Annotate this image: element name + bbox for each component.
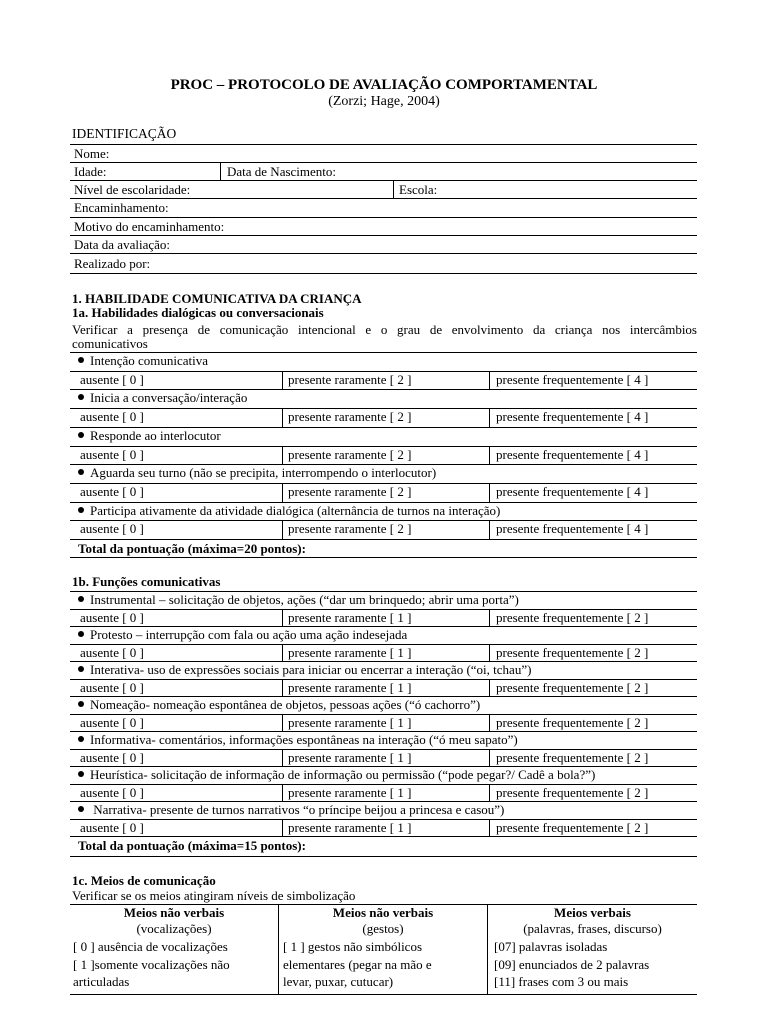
- section-1c-description: Verificar se os meios atingiram níveis de simbolização: [72, 888, 356, 903]
- option-rare[interactable]: presente raramente [ 1 ]: [288, 749, 412, 765]
- col2-option-1-cont2: levar, puxar, cutucar): [283, 974, 394, 989]
- criterion-label: [78, 390, 247, 405]
- document-subtitle: (Zorzi; Hage, 2004): [328, 94, 440, 109]
- bullet-icon: [78, 432, 84, 438]
- option-frequent[interactable]: presente frequentemente [ 2 ]: [496, 679, 649, 695]
- criterion-label: [78, 662, 531, 677]
- document-title: PROC – PROTOCOLO DE AVALIAÇÃO COMPORTAMENTAL: [170, 77, 598, 93]
- name-label: Nome:: [74, 146, 110, 161]
- criterion-label: [78, 592, 519, 607]
- criterion-label: [78, 353, 208, 368]
- col2-subtitle: (gestos): [362, 921, 404, 936]
- criterion-label: [78, 465, 436, 480]
- option-rare[interactable]: presente raramente [ 1 ]: [288, 679, 412, 695]
- criterion-text: Intenção comunicativa: [90, 353, 209, 368]
- criterion-label: [78, 802, 504, 817]
- option-frequent[interactable]: presente frequentemente [ 2 ]: [496, 644, 649, 660]
- divider: [70, 273, 697, 274]
- criterion-text: Responde ao interlocutor: [90, 427, 221, 443]
- option-absent[interactable]: ausente [ 0 ]: [80, 819, 144, 835]
- option-absent[interactable]: ausente [ 0 ]: [80, 409, 144, 425]
- option-frequent[interactable]: presente frequentemente [ 4 ]: [496, 483, 649, 499]
- col1-option-2-cont: articuladas: [73, 974, 130, 989]
- option-rare[interactable]: presente raramente [ 2 ]: [288, 483, 412, 499]
- bullet-icon: [78, 357, 84, 363]
- performed-by-label: Realizado por:: [74, 256, 151, 271]
- option-rare[interactable]: presente raramente [ 1 ]: [288, 819, 412, 835]
- bullet-icon: [78, 701, 84, 707]
- divider: [489, 446, 490, 465]
- col3-option-3: [11] frases com 3 ou mais: [494, 974, 629, 989]
- age-label: Idade:: [74, 164, 107, 179]
- col1-option-1: [ 0 ] ausência de vocalizações: [73, 939, 228, 954]
- option-rare[interactable]: presente raramente [ 1 ]: [288, 784, 412, 800]
- criterion-label: [78, 732, 518, 747]
- bullet-icon: [78, 469, 84, 475]
- divider: [70, 539, 697, 540]
- option-rare[interactable]: presente raramente [ 2 ]: [288, 371, 412, 387]
- criterion-text: Interativa- uso de expressões sociais para iniciar ou encerrar a interação (“oi, tchau”): [90, 662, 532, 677]
- divider: [489, 749, 490, 767]
- col3-option-1: [07] palavras isoladas: [494, 939, 608, 954]
- option-frequent[interactable]: presente frequentemente [ 2 ]: [496, 609, 649, 625]
- col2-option-1: [ 1 ] gestos não simbólicos: [283, 939, 423, 954]
- col3-subtitle: (palavras, frases, discurso): [523, 921, 662, 936]
- divider: [70, 162, 697, 163]
- criterion-label: [78, 767, 595, 782]
- section-1c-heading: 1c. Meios de comunicação: [72, 873, 216, 888]
- option-absent[interactable]: ausente [ 0 ]: [80, 784, 144, 800]
- option-rare[interactable]: presente raramente [ 2 ]: [288, 446, 412, 462]
- divider: [489, 520, 490, 539]
- bullet-icon: [78, 806, 84, 812]
- bullet-icon: [78, 394, 84, 400]
- option-frequent[interactable]: presente frequentemente [ 4 ]: [496, 409, 649, 425]
- divider: [70, 253, 697, 254]
- col2-title: Meios não verbais: [332, 905, 434, 920]
- option-frequent[interactable]: presente frequentemente [ 4 ]: [496, 521, 649, 537]
- option-absent[interactable]: ausente [ 0 ]: [80, 609, 144, 625]
- divider: [70, 217, 697, 218]
- criterion-label: [78, 697, 480, 712]
- section-1a-heading: 1a. Habilidades dialógicas ou conversacionais: [72, 305, 324, 320]
- criterion-label: [78, 428, 221, 443]
- criterion-label: [78, 503, 500, 518]
- section-1b-heading: 1b. Funções comunicativas: [72, 574, 221, 589]
- option-absent[interactable]: ausente [ 0 ]: [80, 644, 144, 660]
- divider: [70, 198, 697, 199]
- divider: [489, 714, 490, 732]
- divider: [70, 836, 697, 837]
- option-frequent[interactable]: presente frequentemente [ 2 ]: [496, 819, 649, 835]
- col1-title: Meios não verbais: [123, 905, 225, 920]
- option-absent[interactable]: ausente [ 0 ]: [80, 521, 144, 537]
- criterion-text: Participa ativamente da atividade dialógica (alternância de turnos na interação): [90, 502, 501, 518]
- option-frequent[interactable]: presente frequentemente [ 2 ]: [496, 784, 649, 800]
- divider: [282, 784, 283, 802]
- col1-subtitle: (vocalizações): [136, 921, 212, 936]
- divider: [282, 483, 283, 502]
- divider: [282, 714, 283, 732]
- col3-title: Meios verbais: [554, 905, 631, 920]
- divider: [282, 609, 283, 627]
- col1-option-2: [ 1 ]somente vocalizações não: [73, 957, 230, 972]
- criterion-text: Heurística- solicitação de informação de informação ou permissão (“pode pegar?/ Cadê a bola?”): [90, 767, 596, 782]
- criterion-text: Narrativa- presente de turnos narrativos “o príncipe beijou a princesa e casou”): [90, 802, 505, 817]
- option-frequent[interactable]: presente frequentemente [ 2 ]: [496, 714, 649, 730]
- divider: [282, 749, 283, 767]
- divider: [489, 644, 490, 662]
- criterion-text: Informativa- comentários, informações espontâneas na interação (“ó meu sapato”): [90, 732, 518, 747]
- option-absent[interactable]: ausente [ 0 ]: [80, 446, 144, 462]
- divider: [393, 180, 394, 198]
- section-1a-description-cont: comunicativos: [72, 336, 148, 351]
- option-rare[interactable]: presente raramente [ 2 ]: [288, 521, 412, 537]
- col2-option-1-cont: elementares (pegar na mão e: [283, 957, 432, 972]
- option-absent[interactable]: ausente [ 0 ]: [80, 483, 144, 499]
- bullet-icon: [78, 736, 84, 742]
- divider: [70, 180, 697, 181]
- divider: [489, 609, 490, 627]
- option-absent[interactable]: ausente [ 0 ]: [80, 371, 144, 387]
- divider: [70, 856, 697, 857]
- divider: [489, 819, 490, 837]
- option-rare[interactable]: presente raramente [ 1 ]: [288, 609, 412, 625]
- divider: [282, 520, 283, 539]
- divider: [70, 994, 697, 995]
- divider: [489, 679, 490, 697]
- criterion-label: [78, 627, 407, 642]
- divider: [489, 784, 490, 802]
- option-frequent[interactable]: presente frequentemente [ 2 ]: [496, 749, 649, 765]
- option-absent[interactable]: ausente [ 0 ]: [80, 714, 144, 730]
- criterion-text: Instrumental – solicitação de objetos, ações (“dar um brinquedo; abrir uma porta”): [90, 592, 519, 607]
- divider: [282, 446, 283, 465]
- evaluation-date-label: Data da avaliação:: [74, 237, 170, 252]
- option-rare[interactable]: presente raramente [ 1 ]: [288, 714, 412, 730]
- total-score: Total da pontuação (máxima=20 pontos):: [78, 541, 306, 556]
- divider: [282, 679, 283, 697]
- option-absent[interactable]: ausente [ 0 ]: [80, 749, 144, 765]
- bullet-icon: [78, 507, 84, 513]
- divider: [70, 557, 697, 558]
- divider: [220, 162, 221, 180]
- bullet-icon: [78, 771, 84, 777]
- birth-date-label: Data de Nascimento:: [227, 164, 337, 179]
- divider: [489, 371, 490, 390]
- divider: [489, 408, 490, 427]
- option-rare[interactable]: presente raramente [ 2 ]: [288, 409, 412, 425]
- col3-option-2: [09] enunciados de 2 palavras: [494, 957, 650, 972]
- option-frequent[interactable]: presente frequentemente [ 4 ]: [496, 446, 649, 462]
- education-level-label: Nível de escolaridade:: [74, 182, 191, 197]
- bullet-icon: [78, 666, 84, 672]
- option-rare[interactable]: presente raramente [ 1 ]: [288, 644, 412, 660]
- section-1-heading: 1. HABILIDADE COMUNICATIVA DA CRIANÇA: [72, 291, 362, 306]
- criterion-text: Aguarda seu turno (não se precipita, interrompendo o interlocutor): [90, 465, 437, 481]
- divider: [282, 819, 283, 837]
- bullet-icon: [78, 631, 84, 637]
- divider: [282, 644, 283, 662]
- criterion-text: Nomeação- nomeação espontânea de objetos, pessoas ações (“ó cachorro”): [90, 697, 481, 712]
- total-score: Total da pontuação (máxima=15 pontos):: [78, 838, 306, 853]
- bullet-icon: [78, 596, 84, 602]
- divider: [489, 483, 490, 502]
- divider: [282, 408, 283, 427]
- section-1a-description: Verificar a presença de comunicação intencional e o grau de envolvimento da criança nos intercâmbios: [72, 322, 697, 337]
- referral-reason-label: Motivo do encaminhamento:: [74, 219, 225, 234]
- option-frequent[interactable]: presente frequentemente [ 4 ]: [496, 371, 649, 387]
- school-label: Escola:: [399, 182, 438, 197]
- criterion-text: Protesto – interrupção com fala ou ação uma ação indesejada: [90, 627, 408, 642]
- divider: [282, 371, 283, 390]
- divider: [70, 144, 697, 145]
- option-absent[interactable]: ausente [ 0 ]: [80, 679, 144, 695]
- referral-label: Encaminhamento:: [74, 200, 169, 215]
- divider: [70, 235, 697, 236]
- identification-heading: IDENTIFICAÇÃO: [72, 126, 177, 141]
- criterion-text: Inicia a conversação/interação: [90, 390, 248, 406]
